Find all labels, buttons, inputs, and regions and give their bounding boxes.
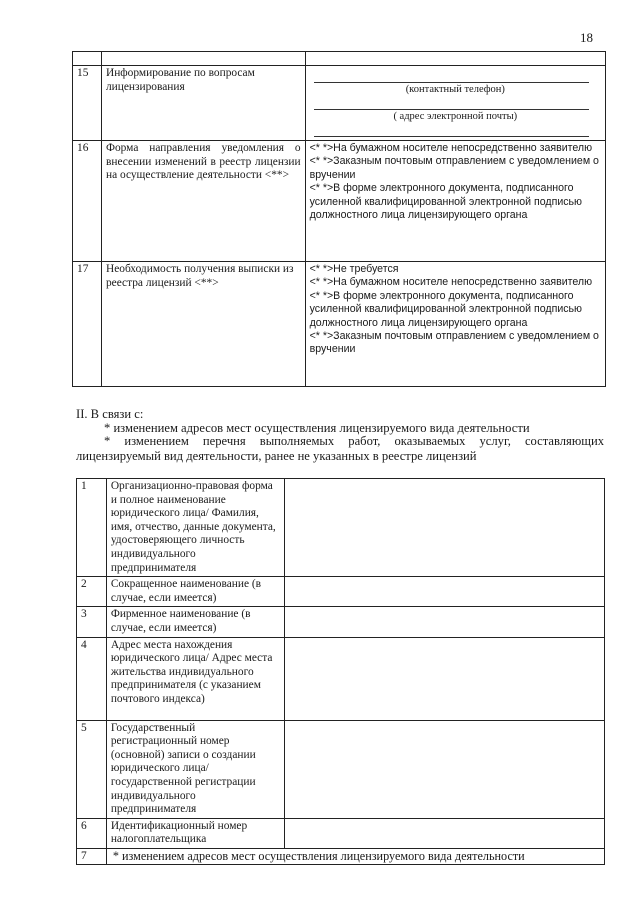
- cell-empty: [305, 52, 605, 66]
- option-item[interactable]: <* *>Заказным почтовым отправлением с уведомлением о вручении: [309, 330, 599, 356]
- row-label: Организационно-правовая форма и полное наименование юридического лица/ Фамилия, имя, отчество, данные документа, удостоверяющего личность индивидуального предпринимателя: [106, 479, 284, 577]
- table-row: [77, 637, 605, 720]
- extra-line[interactable]: [314, 123, 589, 137]
- page-number: 18: [580, 30, 593, 45]
- cell-empty: [73, 52, 102, 66]
- applicant-table: [76, 478, 605, 865]
- licensing-table-continued: [72, 51, 606, 387]
- section-item: * изменением адресов мест осуществления лицензируемого вида деятельности: [104, 421, 530, 435]
- options-cell: [305, 141, 605, 262]
- value-cell[interactable]: [284, 637, 604, 720]
- email-line[interactable]: [314, 96, 589, 110]
- table-row-header-stub: [73, 52, 606, 66]
- value-cell[interactable]: [284, 577, 604, 607]
- options-cell: [305, 262, 605, 387]
- row-label: Адрес места нахождения юридического лица/ Адрес места жительства индивидуального предпринимателя (с указанием почтового индекса): [106, 637, 284, 720]
- option-item[interactable]: <* *>Заказным почтовым отправлением с уведомлением о вручении: [309, 155, 599, 181]
- table-row: [73, 262, 606, 387]
- table-row: [73, 66, 606, 141]
- row-label: Сокращенное наименование (в случае, если имеется): [106, 577, 284, 607]
- row-label: Информирование по вопросам лицензирования: [101, 66, 305, 141]
- table-row: [77, 479, 605, 577]
- option-item[interactable]: <* *>В форме электронного документа, подписанного усиленной квалифицированной электронной подписью должностного лица лицензирующего органа: [309, 289, 582, 329]
- row-label: Форма направления уведомления о внесении изменений в реестр лицензии на осуществление деятельности <**>: [101, 141, 305, 262]
- row-number: 7: [77, 848, 107, 865]
- section-title: II. В связи с:: [76, 407, 144, 421]
- row-label: * изменением адресов мест осуществления лицензируемого вида деятельности: [106, 848, 604, 865]
- table-row: [73, 141, 606, 262]
- row-label: Государственный регистрационный номер (основной) записи о создании юридического лица/ государственной регистрации индивидуального предпринимателя: [106, 720, 284, 818]
- option-item[interactable]: <* *>На бумажном носителе непосредственно заявителю: [309, 276, 593, 289]
- option-item[interactable]: <* *>На бумажном носителе непосредственно заявителю: [309, 142, 593, 154]
- row-number: 4: [77, 637, 107, 720]
- table-row: [77, 720, 605, 818]
- row-number: 6: [77, 818, 107, 848]
- table-row: [77, 848, 605, 865]
- row-number: 16: [73, 141, 102, 262]
- option-item[interactable]: <* *>В форме электронного документа, подписанного усиленной квалифицированной электронной подписью должностного лица лицензирующего органа: [309, 182, 582, 222]
- row-number: 15: [73, 66, 102, 141]
- row-label: Идентификационный номер налогоплательщика: [106, 818, 284, 848]
- table-row: [77, 607, 605, 637]
- row-number: 5: [77, 720, 107, 818]
- contact-fields: [305, 66, 605, 141]
- section-item: * изменением перечня выполняемых работ, оказываемых услуг, составляющих лицензируемый вид деятельности, ранее не указанных в реестре лицензий: [76, 434, 604, 463]
- row-number: 1: [77, 479, 107, 577]
- value-cell[interactable]: [284, 479, 604, 577]
- cell-empty: [101, 52, 305, 66]
- row-label: Фирменное наименование (в случае, если имеется): [106, 607, 284, 637]
- value-cell[interactable]: [284, 818, 604, 848]
- option-item[interactable]: <* *>Не требуется: [309, 263, 399, 275]
- row-number: 17: [73, 262, 102, 387]
- row-number: 3: [77, 607, 107, 637]
- row-number: 2: [77, 577, 107, 607]
- email-caption: ( адрес электронной почты): [393, 111, 518, 122]
- phone-line[interactable]: [314, 69, 589, 83]
- table-row: [77, 577, 605, 607]
- row-label: Необходимость получения выписки из реестра лицензий <**>: [101, 262, 305, 387]
- table-row: [77, 818, 605, 848]
- phone-caption: (контактный телефон): [405, 84, 505, 95]
- value-cell[interactable]: [284, 720, 604, 818]
- value-cell[interactable]: [284, 607, 604, 637]
